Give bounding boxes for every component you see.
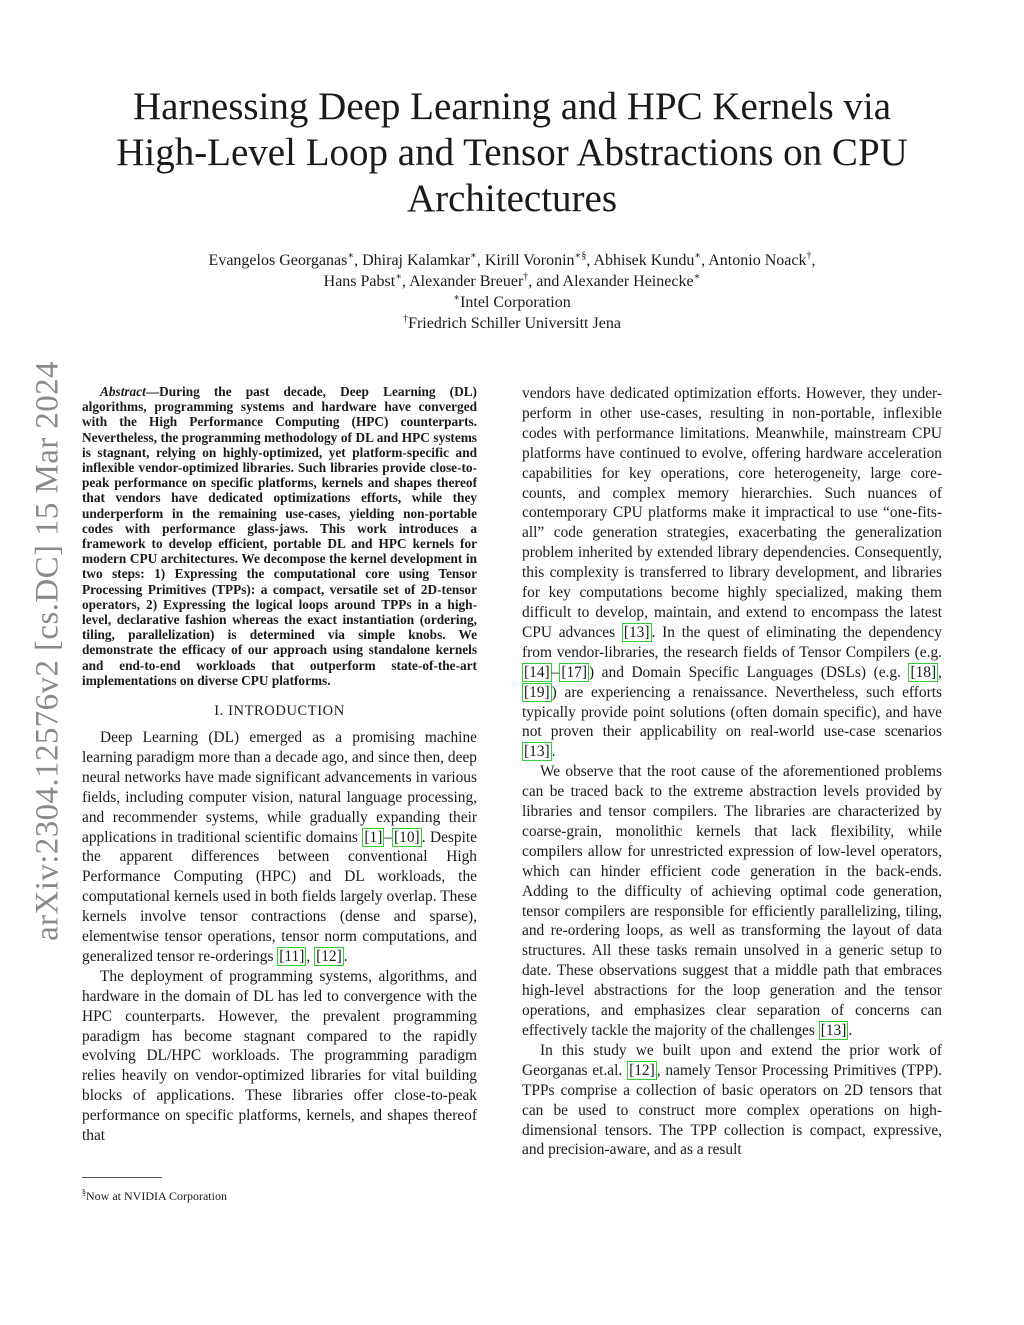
paragraph-text: . Despite the apparent differences between conventional High Performance Computing (HPC) and DL workloads, the computational kernels used in both fields largely overlap. These kernels involve tensor contractions (dense and sparse), elementwise tensor operations, tensor norm computations, and generalized tensor re-orderings	[82, 828, 477, 965]
author-mark: ∗	[693, 271, 701, 283]
author-name: Kirill Voronin	[484, 252, 575, 269]
citation-link[interactable]: [13]	[820, 1022, 847, 1039]
author-mark: †	[806, 250, 812, 262]
title-line: High-Level Loop and Tensor Abstractions on CPU	[116, 131, 908, 174]
affiliation-mark: ∗	[453, 292, 461, 304]
author-name: Evangelos Georganas	[208, 252, 348, 269]
introduction-body	[82, 728, 477, 1146]
footnote-divider	[82, 1177, 162, 1178]
author-sep: ,	[354, 252, 363, 269]
abstract-label: Abstract	[100, 384, 146, 399]
body-paragraph	[522, 384, 942, 762]
body-paragraph	[522, 1041, 942, 1160]
author-line-2	[100, 271, 924, 292]
paragraph-text: ) are experiencing a renaissance. Nevertheless, such efforts typically provide point solutions (often domain specific), and have not proven their applicability on real-world use-case scenarios	[522, 683, 942, 741]
body-paragraph	[522, 762, 942, 1041]
citation-link[interactable]: [18]	[910, 663, 937, 681]
citation-link[interactable]: [1]	[364, 828, 383, 846]
paragraph-text: . In the quest of eliminating the dependency from vendor-libraries, the research fields of Tensor Compilers (e.g.	[522, 623, 942, 661]
paragraph-text: ,	[938, 663, 942, 681]
citation-link[interactable]: [10]	[394, 828, 420, 846]
author-mark: †	[523, 271, 529, 283]
author-block	[100, 250, 924, 334]
paragraph-text: , namely Tensor Processing Primitives (TPP). TPPs comprise a collection of basic operators on 2D tensors that can be used to construct more complex operations on high-dimensional tensors. The TPP collection is compact, expressive, and precision-aware, and as a result	[522, 1061, 942, 1159]
paragraph-text: –	[384, 828, 393, 846]
author-sep: ,	[402, 273, 410, 290]
abstract	[82, 384, 477, 688]
arxiv-sidebar	[28, 352, 68, 950]
citation-link[interactable]: [17]	[561, 663, 588, 681]
introduction-body-continued	[522, 384, 942, 1160]
author-mark: ∗	[470, 250, 477, 262]
paragraph-text: –	[551, 663, 560, 681]
affiliation-name: Intel Corporation	[460, 294, 571, 311]
citation-link[interactable]: [12]	[316, 947, 342, 965]
author-mark: ∗	[694, 250, 702, 262]
author-name: Abhisek Kundu	[593, 252, 695, 269]
section-heading-introduction: I. INTRODUCTION	[214, 703, 345, 720]
footnote	[82, 1186, 227, 1203]
citation-link[interactable]: [14]	[524, 663, 550, 681]
abstract-text: —During the past decade, Deep Learning (DL) algorithms, programming systems and hardware have converged with the High Performance Computing (HPC) counterparts. Nevertheless, the programming methodology of DL and HPC systems is stagnant, relying on highly-optimized, yet platform-specific and inflexible vendor-optimized libraries. Such libraries provide close-to-peak performance on specific platforms, kernels and shapes thereof that vendors have dedicated optimizations efforts, while they underperform in the remaining use-cases, yielding non-portable codes with performance glass-jaws. This work introduces a framework to develop efficient, portable DL and HPC kernels for modern CPU architectures. We decompose the kernel development in two steps: 1) Expressing the computational core using Tensor Processing Primitives (TPPs): a compact, versatile set of 2D-tensor operators, 2) Expressing the logical loops around TPPs in a high-level, declarative fashion whereas the exact instantiation (ordering, tiling, parallelization) is determined via simple knobs. We demonstrate the efficacy of our approach using standalone kernels and end-to-end workloads that outperform state-of-the-art implementations on diverse CPU platforms.	[82, 384, 477, 688]
affiliation-mark: †	[403, 313, 409, 325]
affiliation-intel	[100, 292, 924, 313]
footnote-text: Now at NVIDIA Corporation	[86, 1189, 227, 1203]
author-name: Alexander Heinecke	[562, 273, 694, 290]
title-line: Harnessing Deep Learning and HPC Kernels via	[132, 85, 892, 128]
author-sep: ,	[586, 252, 594, 269]
footnote-mark: §	[82, 1188, 86, 1197]
citation-link[interactable]: [13]	[623, 623, 650, 641]
affiliation-jena	[100, 313, 924, 334]
citation-link[interactable]: [11]	[279, 947, 305, 965]
author-sep: , and	[528, 273, 563, 290]
paragraph-text: ) and Domain Specific Languages (DSLs) (e.g.	[589, 663, 909, 681]
author-sep: ,	[701, 252, 709, 269]
paragraph-text: Deep Learning (DL) emerged as a promising machine learning paradigm more than a decade ago, and since then, deep neural networks have made significant advancements in various fields, including computer vision, natural language processing, and recommender systems, while gradually expanding their applications in traditional scientific domains	[82, 728, 477, 846]
paragraph-text: The deployment of programming systems, algorithms, and hardware in the domain of DL has led to convergence with the HPC counterparts. However, the prevalent programming paradigm has become stagnant compared to the rapidly evolving DL/HPC workloads. The programming paradigm relies heavily on vendor-optimized libraries for vital building blocks of applications. These libraries offer close-to-peak performance on specific platforms, kernels, and shapes thereof that	[82, 967, 477, 1145]
affiliation-name: Friedrich Schiller Universitt Jena	[408, 315, 621, 332]
author-line-1	[100, 250, 924, 271]
author-name: Hans Pabst	[323, 273, 396, 290]
author-sep: ,	[811, 252, 816, 269]
paragraph-text: We observe that the root cause of the aforementioned problems can be traced back to the extreme abstraction levels provided by libraries and tensor compilers. The libraries are characterized by coarse-grain, monolithic kernels that lack flexibility, while compilers allow for unrestricted expression of low-level operators, which can hinder efficient code generation in the back-ends. Adding to the difficulty of achieving optimal code generation, tensor compilers are responsible for efficiently parallelizing, tiling, and re-ordering loops, as well as transforming the layout of data structures. All these tasks remain unsolved in a generic setup to date. These observations suggest that a middle path that embraces high-level abstractions for the loop generation and the tensor operations, and emphasizes clear separation of concerns can effectively tackle the majority of the challenges	[522, 763, 942, 1039]
citation-link[interactable]: [13]	[524, 743, 550, 761]
author-mark: ∗	[347, 250, 355, 262]
citation-link[interactable]: [12]	[629, 1061, 655, 1079]
body-paragraph	[82, 967, 477, 1146]
arxiv-identifier: arXiv:2304.12576v2 [cs.DC] 15 Mar 2024	[29, 361, 66, 941]
left-column	[82, 384, 477, 1146]
title-line: Architectures	[406, 177, 618, 220]
citation-link[interactable]: [19]	[524, 683, 550, 701]
author-mark: ∗§	[574, 250, 587, 262]
paper-title	[70, 84, 954, 222]
paragraph-text: .	[848, 1022, 853, 1039]
author-name: Alexander Breuer	[409, 273, 524, 290]
author-sep: ,	[476, 252, 485, 269]
paragraph-text: ,	[306, 947, 315, 965]
author-name: Antonio Noack	[708, 252, 807, 269]
paragraph-text: In this study we built upon and extend the prior work of Georganas et.al.	[522, 1041, 942, 1079]
paragraph-text: .	[551, 743, 556, 761]
paragraph-text: vendors have dedicated optimization efforts. However, they under-perform in other use-cases, resulting in non-portable, inflexible codes with performance limitations. Meanwhile, mainstream CPU platforms have continued to evolve, offering hardware acceleration capabilities for key operations, core heterogeneity, large core-counts, and complex memory hierarchies. Such nuances of contemporary CPU platforms make it impractical to use “one-fits-all” code generation strategies, exacerbating the generalization problem inherited by extended library dependencies. Consequently, this complexity is transferred to library development, and libraries for key computations become highly specialized, making them difficult to develop, maintain, and extend to encompass the latest CPU advances	[522, 385, 942, 641]
author-mark: ∗	[395, 271, 402, 283]
author-name: Dhiraj Kalamkar	[362, 252, 471, 269]
right-column	[522, 384, 942, 1160]
body-paragraph	[82, 728, 477, 967]
paragraph-text: .	[343, 947, 348, 965]
